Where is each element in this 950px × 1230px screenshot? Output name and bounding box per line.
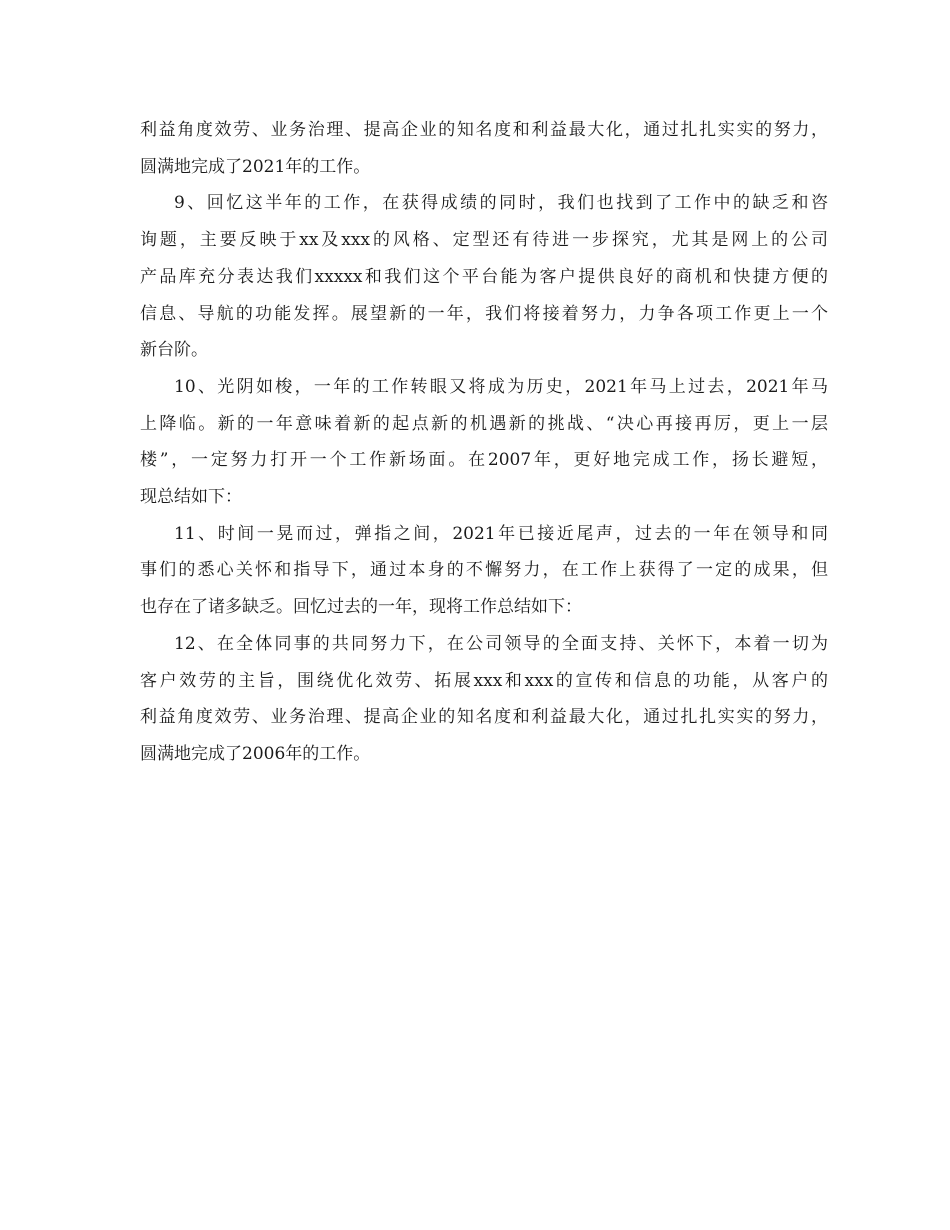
text-line: 信息、导航的功能发挥。展望新的一年，我们将接着努力，力争各项工作更上一个 <box>140 303 828 324</box>
text-line: 客户效劳的主旨，围绕优化效劳、拓展xxx和xxx的宣传和信息的功能，从客户的 <box>140 670 828 691</box>
paragraph-item-10 <box>140 369 828 516</box>
text-line: 11、时间一晃而过，弹指之间，2021年已接近尾声，过去的一年在领导和同 <box>174 523 828 544</box>
text-line: 圆满地完成了2006年的工作。 <box>140 743 371 764</box>
paragraph-continued <box>140 112 828 185</box>
text-line: 10、光阴如梭，一年的工作转眼又将成为历史，2021年马上过去，2021年马 <box>174 376 828 397</box>
text-line: 利益角度效劳、业务治理、提高企业的知名度和利益最大化，通过扎扎实实的努力， <box>140 120 828 140</box>
text-line: 也存在了诸多缺乏。回忆过去的一年，现将工作总结如下： <box>140 597 582 618</box>
paragraph-item-12 <box>140 626 828 773</box>
paragraph-item-9 <box>140 185 828 369</box>
text-line: 9、回忆这半年的工作，在获得成绩的同时，我们也找到了工作中的缺乏和咨 <box>174 193 828 214</box>
text-line: 询题，主要反映于xx及xxx的风格、定型还有待进一步探究，尤其是网上的公司 <box>140 230 828 251</box>
text-line: 上降临。新的一年意味着新的起点新的机遇新的挑战、“决心再接再厉，更上一层 <box>140 413 828 434</box>
text-line: 新台阶。 <box>140 340 208 361</box>
document-body <box>140 112 828 773</box>
text-line: 楼”，一定努力打开一个工作新场面。在2007年，更好地完成工作，扬长避短， <box>140 450 828 471</box>
paragraph-item-11 <box>140 516 828 626</box>
text-line: 事们的悉心关怀和指导下，通过本身的不懈努力，在工作上获得了一定的成果，但 <box>140 560 828 581</box>
text-line: 12、在全体同事的共同努力下，在公司领导的全面支持、关怀下，本着一切为 <box>174 633 828 654</box>
text-line: 圆满地完成了2021年的工作。 <box>140 156 371 177</box>
text-line: 利益角度效劳、业务治理、提高企业的知名度和利益最大化，通过扎扎实实的努力， <box>140 707 828 728</box>
text-line: 产品库充分表达我们xxxxx和我们这个平台能为客户提供良好的商机和快捷方便的 <box>140 266 828 287</box>
text-line: 现总结如下： <box>140 487 242 508</box>
